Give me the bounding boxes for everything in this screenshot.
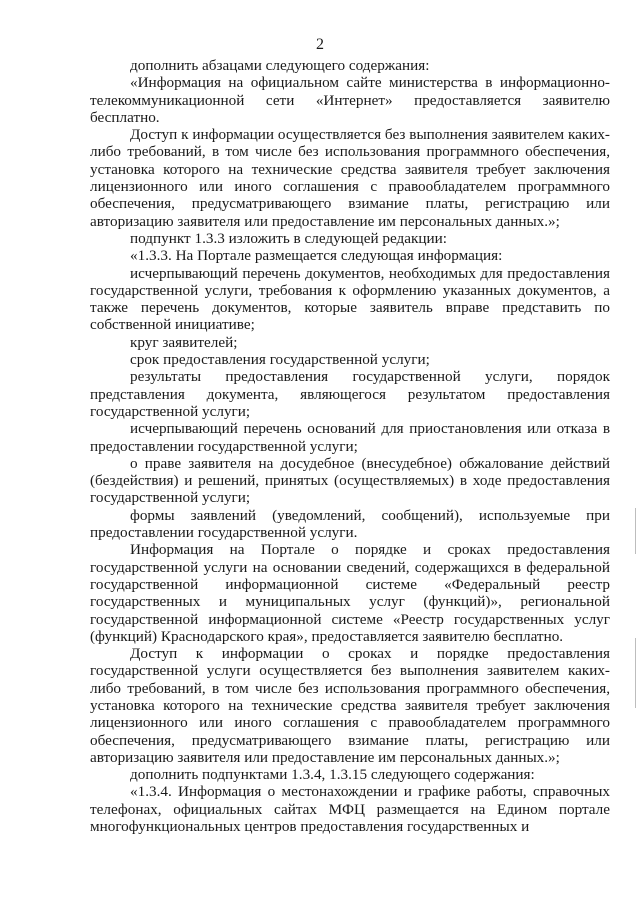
scan-edge-mark [635,638,636,708]
scan-edge-mark [635,508,636,554]
paragraph: «1.3.3. На Портале размещается следующая информация: [130,247,503,265]
paragraph: результаты предоставления государственной услуги, порядок представления документа, являющегося результатом предоставления государственной услуги; [90,368,610,420]
paragraph: Информация на Портале о порядке и сроках предоставления государственной услуги на основании сведений, содержащихся в федеральной государственной информационной системе «Федеральный реестр государственных и муниципальных услуг (функций)», региональной государственной информационной системе «Реестр государственных услуг (функций) Краснодарского края», предоставляется заявителю бесплатно. [90,541,610,645]
paragraph: исчерпывающий перечень документов, необходимых для предоставления государственной услуги, требования к оформлению указанных документов, а также перечень документов, которые заявитель вправе представить по собственной инициативе; [90,264,610,334]
paragraph: срок предоставления государственной услуги; [130,351,430,369]
paragraph: исчерпывающий перечень оснований для приостановления или отказа в предоставлении государственной услуги; [90,420,610,455]
paragraph: Доступ к информации осуществляется без выполнения заявителем каких-либо требований, в том числе без использования программного обеспечения, установка которого на технические средства заявителя требует заключения лицензионного или иного соглашения с правообладателем программного обеспечения, предусматривающего взимание платы, регистрацию или авторизацию заявителя или предоставление им персональных данных.»; [90,126,610,230]
paragraph: о праве заявителя на досудебное (внесудебное) обжалование действий (бездействия) и решений, принятых (осуществляемых) в ходе предоставления государственной услуги; [90,454,610,507]
paragraph: формы заявлений (уведомлений, сообщений), используемые при предоставлении государственной услуги. [90,506,610,542]
paragraph: Доступ к информации о сроках и порядке предоставления государственной услуги осуществляется без выполнения заявителем каких-либо требований, в том числе без использования программного обеспечения, установка которого на технические средства заявителя требует заключения лицензионного или иного соглашения с правообладателем программного обеспечения, предусматривающего взимание платы, регистрацию или авторизацию заявителя или предоставление им персональных данных.»; [90,645,610,766]
document-body [90,57,610,835]
paragraph: «1.3.4. Информация о местонахождении и графике работы, справочных телефонах, официальных сайтах МФЦ размещается на Едином портале многофункциональных центров предоставления государственных и [90,783,610,836]
paragraph: дополнить подпунктами 1.3.4, 1.3.15 следующего содержания: [130,766,535,784]
paragraph: дополнить абзацами следующего содержания: [130,57,430,74]
paragraph: круг заявителей; [130,333,238,351]
paragraph: «Информация на официальном сайте министерства в информационно-телекоммуникационной сети «Интернет» предоставляется заявителю бесплатно. [90,74,610,126]
page-number: 2 [316,36,324,53]
paragraph: подпункт 1.3.3 изложить в следующей редакции: [130,229,447,247]
